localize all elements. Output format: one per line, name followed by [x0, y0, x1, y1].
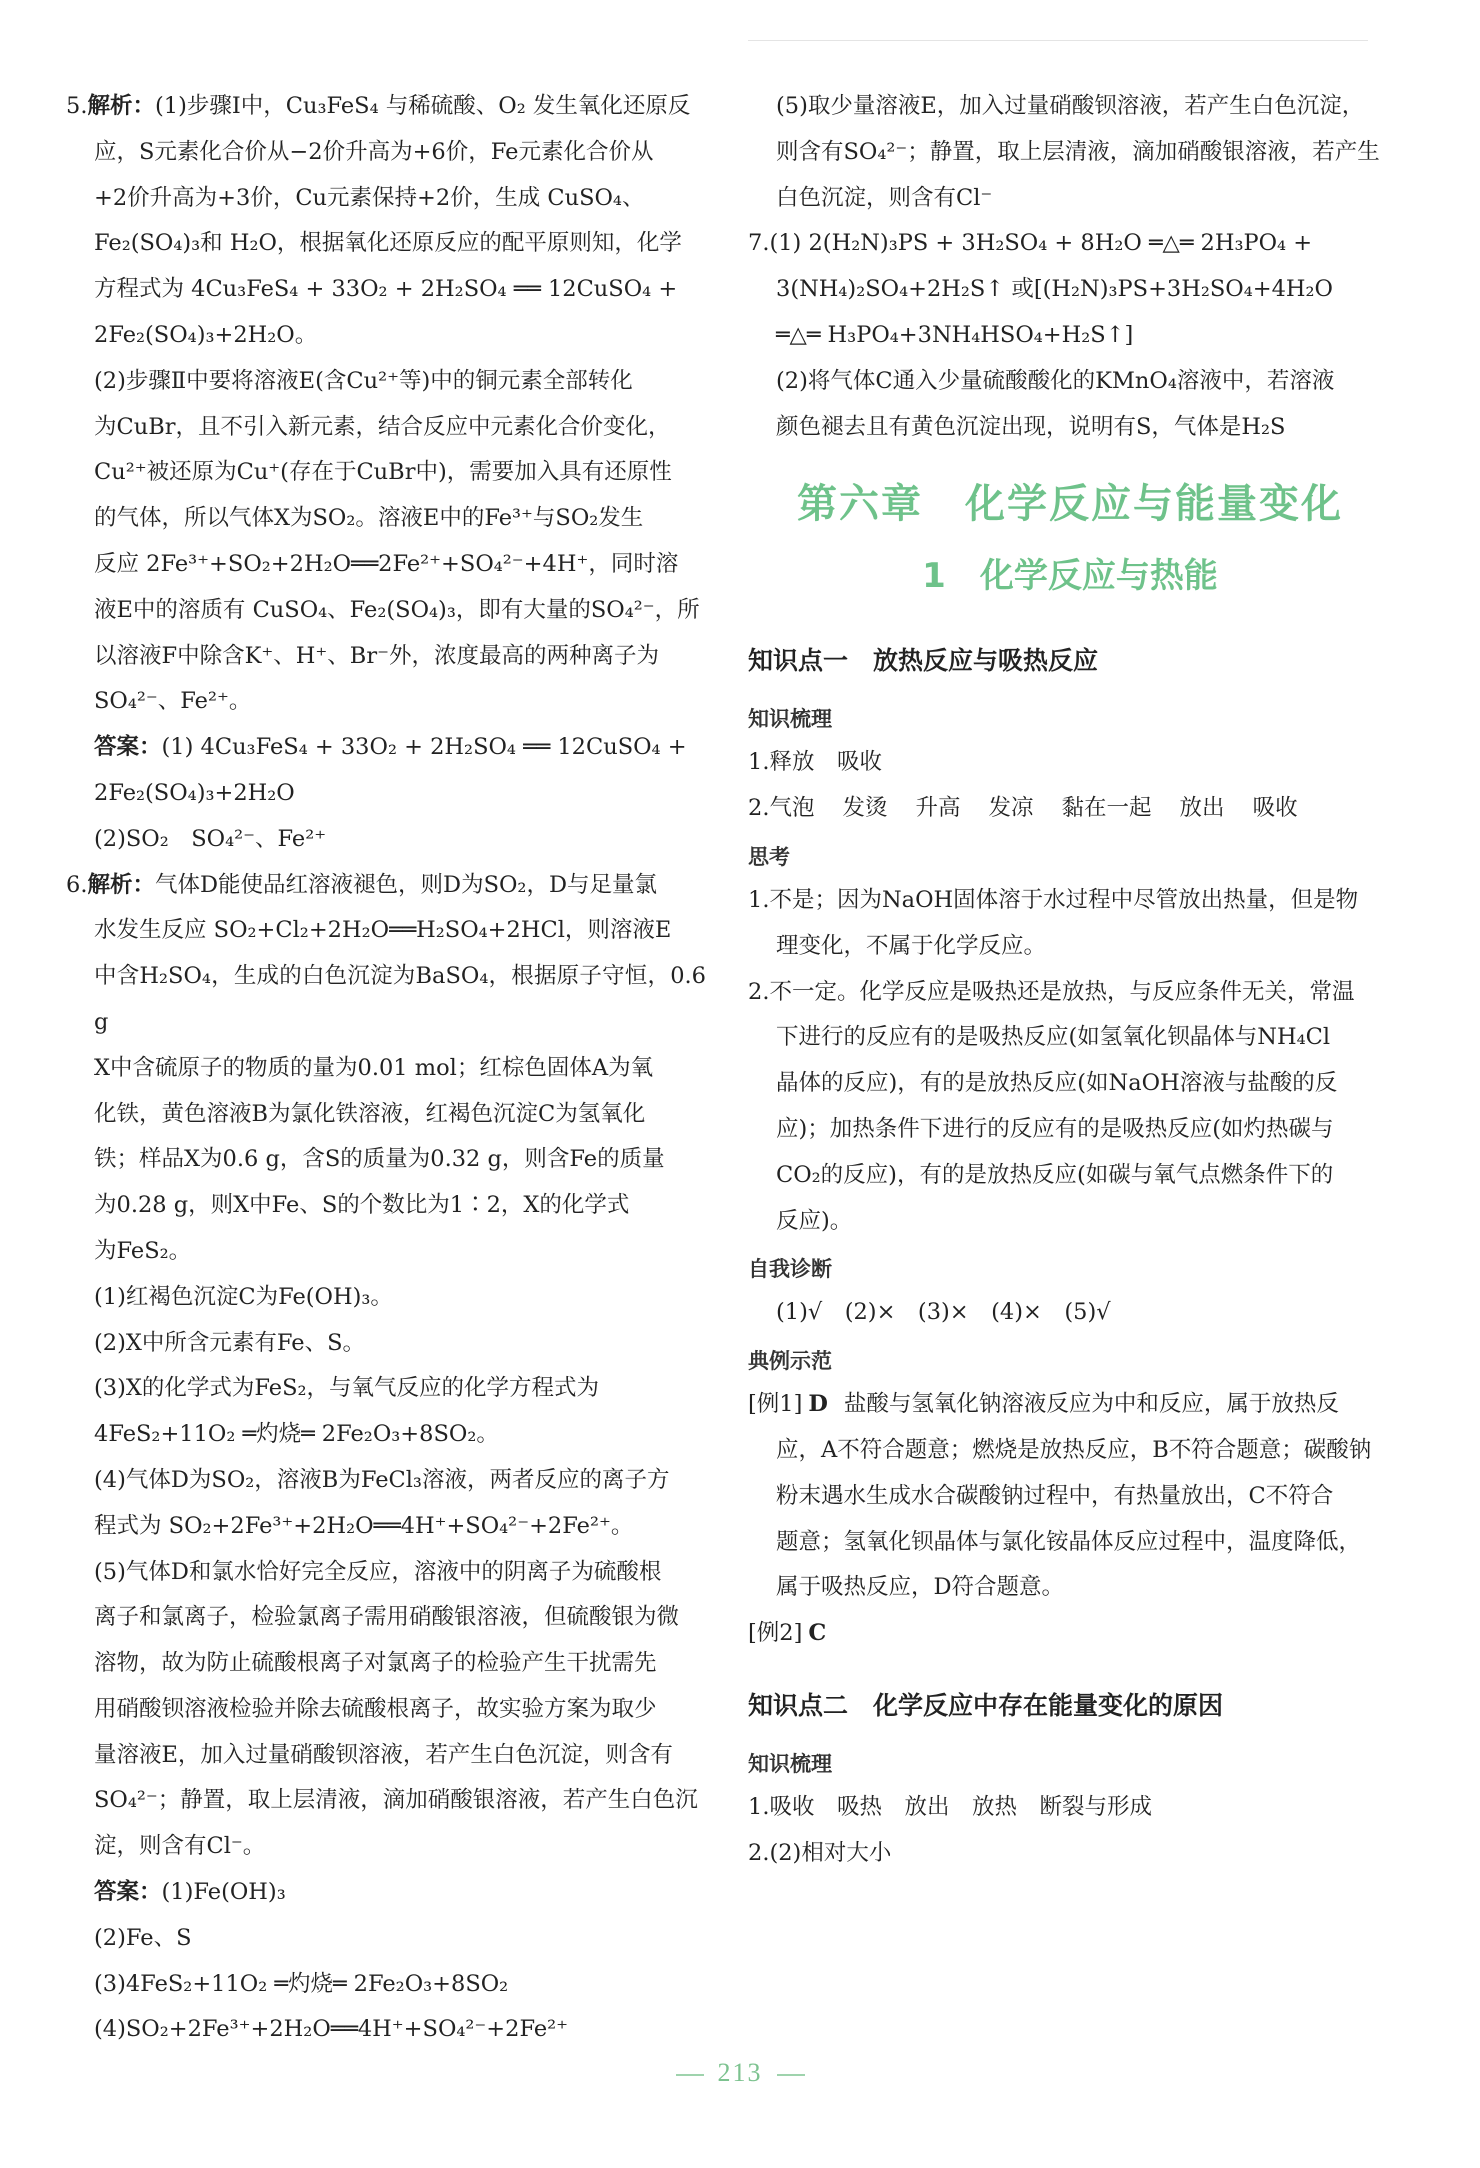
kp1-item-2-prefix: 2. [748, 795, 770, 822]
q5-line: 为CuBr，且不引入新元素，结合反应中元素化合价变化， [94, 413, 671, 440]
think-line: 应)；加热条件下进行的反应有的是吸热反应(如灼热碳与 [776, 1115, 1334, 1142]
q6-line: (3)X的化学式为FeS₂，与氧气反应的化学方程式为 [94, 1375, 600, 1402]
q7-number: 7. [748, 230, 770, 257]
q6-line: X中含硫原子的物质的量为0.01 mol；红棕色固体A为氧 [94, 1054, 654, 1081]
q6-answer-line: (3)4FeS₂+11O₂ ═灼烧═ 2Fe₂O₃+8SO₂ [94, 1970, 509, 1997]
kp2-item-2: 2.(2)相对大小 [748, 1839, 892, 1866]
kp1-word: 黏在一起 [1061, 795, 1152, 822]
kp1-word: 发烫 [842, 795, 888, 822]
think-line: 1.不是；因为NaOH固体溶于水过程中尽管放出热量，但是物 [748, 886, 1359, 913]
q5-line: SO₄²⁻、Fe²⁺。 [94, 688, 252, 715]
q6-cont-line: 白色沉淀，则含有Cl⁻ [776, 184, 993, 211]
q6-line: 离子和氯离子，检验氯离子需用硝酸银溶液，但硫酸银为微 [94, 1604, 680, 1631]
q5-line: 应，S元素化合价从−2价升高为+6价，Fe元素化合价从 [94, 138, 654, 165]
q6-line: 化铁，黄色溶液B为氯化铁溶液，红褐色沉淀C为氢氧化 [94, 1100, 646, 1127]
example-2-answer: C [808, 1620, 827, 1647]
kp1-item-2 [748, 786, 1392, 832]
think-line: 理变化，不属于化学反应。 [776, 932, 1047, 959]
q6-line: 淀，则含有Cl⁻。 [94, 1833, 266, 1860]
kp1-word: 升高 [915, 795, 961, 822]
q5-line: (1)步骤Ⅰ中，Cu₃FeS₄ 与稀硫酸、O₂ 发生氧化还原反 [154, 93, 691, 119]
example-1-line: 盐酸与氢氧化钠溶液反应为中和反应，属于放热反 [843, 1391, 1339, 1418]
q6-cont-line: 则含有SO₄²⁻；静置，取上层清液，滴加硝酸银溶液，若产生 [776, 138, 1380, 165]
q6-line: 量溶液E，加入过量硝酸钡溶液，若产生白色沉淀，则含有 [94, 1741, 673, 1768]
think-line: 2.不一定。化学反应是吸热还是放热，与反应条件无关，常温 [748, 978, 1355, 1005]
q6-line: 为0.28 g，则X中Fe、S的个数比为1∶2，X的化学式 [94, 1192, 630, 1219]
think-line: CO₂的反应)，有的是放热反应(如碳与氧气点燃条件下的 [776, 1161, 1334, 1188]
example-1-line: 题意；氢氧化钡晶体与氯化铵晶体反应过程中，温度降低， [776, 1528, 1362, 1555]
q5-line: 液E中的溶质有 CuSO₄、Fe₂(SO₄)₃，即有大量的SO₄²⁻，所 [94, 596, 700, 623]
q6-answer-label: 答案： [94, 1879, 162, 1906]
q6-line: (1)红褐色沉淀C为Fe(OH)₃。 [94, 1283, 393, 1310]
example-2-line [748, 1611, 1392, 1657]
q6-answer-line: (2)Fe、S [94, 1924, 192, 1951]
example-1-first-line [748, 1382, 1392, 1428]
q6-line: (4)气体D为SO₂，溶液B为FeCl₃溶液，两者反应的离子方 [94, 1466, 670, 1493]
q6-line: 溶物，故为防止硫酸根离子对氯离子的检验产生干扰需先 [94, 1650, 657, 1677]
kp2-item-1: 1.吸收 吸热 放出 放热 断裂与形成 [748, 1793, 1152, 1820]
q6-line: (2)X中所含元素有Fe、S。 [94, 1329, 366, 1356]
q5-line: Cu²⁺被还原为Cu⁺(存在于CuBr中)，需要加入具有还原性 [94, 459, 672, 486]
think-line: 下进行的反应有的是吸热反应(如氢氧化钡晶体与NH₄Cl [776, 1024, 1331, 1051]
q5-answer-first-line [66, 725, 706, 771]
q5-line: 以溶液F中除含K⁺、H⁺、Br⁻外，浓度最高的两种离子为 [94, 642, 659, 669]
example-1-answer: D [808, 1391, 828, 1418]
kp1-word: 吸收 [1252, 795, 1298, 822]
q6-line: (5)气体D和氯水恰好完全反应，溶液中的阴离子为硫酸根 [94, 1558, 662, 1585]
kp1-item-1: 1.释放 吸收 [748, 749, 882, 776]
q6-line: 4FeS₂+11O₂ ═灼烧═ 2Fe₂O₃+8SO₂。 [94, 1421, 499, 1448]
chapter-title: 第六章 化学反应与能量变化 [797, 481, 1343, 528]
q7-line: 3(NH₄)₂SO₄+2H₂S↑ 或[(H₂N)₃PS+3H₂SO₄+4H₂O [776, 276, 1334, 303]
q7-line: ═△═ H₃PO₄+3NH₄HSO₄+H₂S↑] [776, 321, 1134, 348]
q7-line: (2)将气体C通入少量硫酸酸化的KMnO₄溶液中，若溶液 [776, 367, 1335, 394]
self-diagnosis-heading: 自我诊断 [748, 1257, 832, 1282]
example-1-line: 粉末遇水生成水合碳酸钠过程中，有热量放出，C不符合 [776, 1482, 1334, 1509]
kp1-word: 发凉 [988, 795, 1034, 822]
q6-answer-first-line [66, 1870, 706, 1916]
kp1-word: 放出 [1179, 795, 1225, 822]
q5-answer-line: (2)SO₂ SO₄²⁻、Fe²⁺ [94, 825, 327, 852]
q5-answer-line: 2Fe₂(SO₄)₃+2H₂O [94, 779, 295, 806]
example-1-line: 应，A不符合题意；燃烧是放热反应，B不符合题意；碳酸钠 [776, 1436, 1372, 1463]
kp1-word: 气泡 [769, 795, 815, 822]
right-column [748, 84, 1392, 1877]
q5-line: 的气体，所以气体X为SO₂。溶液E中的Fe³⁺与SO₂发生 [94, 505, 644, 532]
q5-first-line [66, 84, 706, 130]
q7-line: 颜色褪去且有黄色沉淀出现，说明有S，气体是H₂S [776, 413, 1286, 440]
q6-line: 水发生反应 SO₂+Cl₂+2H₂O══H₂SO₄+2HCl，则溶液E [94, 917, 672, 944]
example-heading: 典例示范 [748, 1349, 832, 1374]
q5-analysis-label: 解析： [87, 93, 155, 119]
q6-line: 铁；样品X为0.6 g，含S的质量为0.32 g，则含Fe的质量 [94, 1146, 665, 1173]
q6-cont-line: (5)取少量溶液E，加入过量硝酸钡溶液，若产生白色沉淀， [776, 93, 1365, 119]
q6-number: 6. [66, 871, 88, 898]
knowledge-sort-heading: 知识梳理 [748, 1751, 832, 1776]
q6-answer-line: (1)Fe(OH)₃ [161, 1879, 286, 1906]
knowledge-point-1-title: 知识点一 放热反应与吸热反应 [748, 646, 1099, 676]
think-heading: 思考 [748, 844, 790, 869]
q6-line: 气体D能使品红溶液褪色，则D为SO₂，D与足量氯 [154, 871, 657, 898]
page-number: 213 [717, 2058, 763, 2087]
q5-line: 2Fe₂(SO₄)₃+2H₂O。 [94, 321, 318, 348]
q6-line: 中含H₂SO₄，生成的白色沉淀为BaSO₄，根据原子守恒，0.6 g [94, 963, 706, 1035]
self-diagnosis-answers: (1)√ (2)× (3)× (4)× (5)√ [776, 1299, 1111, 1326]
q5-line: Fe₂(SO₄)₃和 H₂O，根据氧化还原反应的配平原则知，化学 [94, 230, 682, 257]
q5-line: 方程式为 4Cu₃FeS₄ + 33O₂ + 2H₂SO₄ ══ 12CuSO₄ + [94, 276, 678, 303]
q7-line: (1) 2(H₂N)₃PS + 3H₂SO₄ + 8H₂O ═△═ 2H₃PO₄ + [769, 230, 1313, 257]
example-2-label: [例2] [748, 1620, 803, 1647]
think-line: 反应)。 [776, 1207, 853, 1234]
header-rule [748, 40, 1368, 41]
section-title: 1 化学反应与热能 [922, 556, 1218, 597]
q5-line: (2)步骤Ⅱ中要将溶液E(含Cu²⁺等)中的铜元素全部转化 [94, 367, 633, 394]
q6-answer-line: (4)SO₂+2Fe³⁺+2H₂O══4H⁺+SO₄²⁻+2Fe²⁺ [94, 2016, 569, 2043]
q6-line: SO₄²⁻；静置，取上层清液，滴加硝酸银溶液，若产生白色沉 [94, 1787, 698, 1814]
footer-dash [777, 2074, 805, 2076]
left-column [66, 84, 706, 2053]
footer-dash [676, 2074, 704, 2076]
q5-line: 反应 2Fe³⁺+SO₂+2H₂O══2Fe²⁺+SO₄²⁻+4H⁺，同时溶 [94, 550, 679, 577]
example-1-line: 属于吸热反应，D符合题意。 [776, 1574, 1065, 1601]
q7-first-line [748, 221, 1392, 267]
knowledge-sort-heading: 知识梳理 [748, 707, 832, 732]
think-line: 晶体的反应)，有的是放热反应(如NaOH溶液与盐酸的反 [776, 1070, 1338, 1097]
q5-line: +2价升高为+3价，Cu元素保持+2价，生成 CuSO₄、 [94, 184, 645, 211]
q6-analysis-label: 解析： [87, 871, 155, 898]
q5-answer-label: 答案： [94, 734, 162, 761]
q6-first-line [66, 863, 706, 909]
q6-line: 为FeS₂。 [94, 1237, 192, 1264]
example-1-label: [例1] [748, 1391, 803, 1418]
q5-number: 5. [66, 93, 88, 119]
q6-line: 用硝酸钡溶液检验并除去硫酸根离子，故实验方案为取少 [94, 1695, 657, 1722]
knowledge-point-2-title: 知识点二 化学反应中存在能量变化的原因 [748, 1690, 1224, 1720]
page-footer [0, 2058, 1480, 2088]
q6-line: 程式为 SO₂+2Fe³⁺+2H₂O══4H⁺+SO₄²⁻+2Fe²⁺。 [94, 1512, 634, 1539]
q5-answer-line: (1) 4Cu₃FeS₄ + 33O₂ + 2H₂SO₄ ══ 12CuSO₄ + [161, 734, 687, 761]
